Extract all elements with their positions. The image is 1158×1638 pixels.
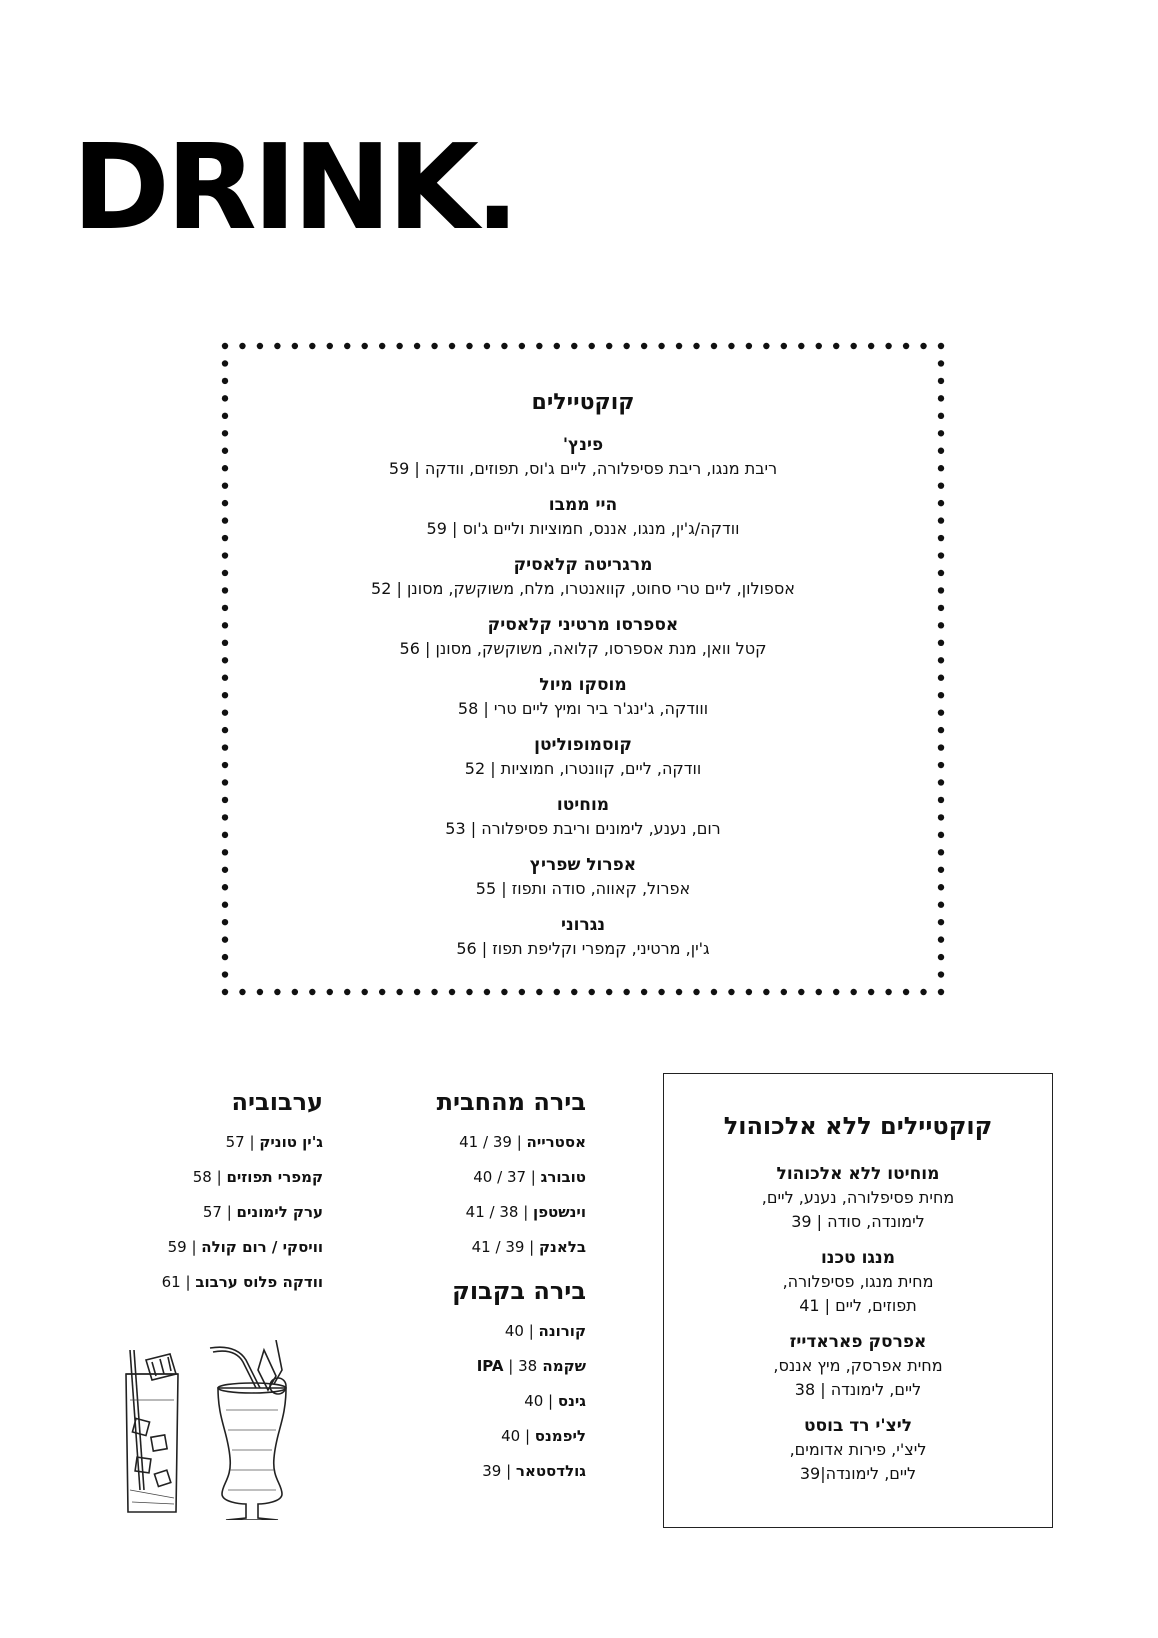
- item-price: | 40: [524, 1392, 558, 1410]
- border-dot: [816, 343, 822, 349]
- item-price: | 57: [225, 1133, 260, 1151]
- item-name: וודקה פלוס ערבוב: [195, 1273, 323, 1291]
- border-dot: [938, 989, 944, 995]
- border-dot: [938, 360, 944, 366]
- cocktail-name: אספרסו מרטיני קלאסיק: [487, 615, 679, 635]
- border-dot: [239, 989, 245, 995]
- border-dot: [571, 343, 577, 349]
- item-name: גולדסטאר: [515, 1462, 586, 1480]
- cocktail-name: מוסקו מיול: [539, 675, 627, 695]
- border-dot: [693, 343, 699, 349]
- cocktail-item: [221, 433, 945, 481]
- border-dot: [309, 343, 315, 349]
- cocktail-name: נגרוני: [560, 915, 606, 935]
- page-title: DRINK.: [72, 118, 516, 256]
- border-dot: [257, 343, 263, 349]
- border-dot: [676, 343, 682, 349]
- border-dot: [222, 989, 228, 995]
- item-name: קמפרי תפוזים: [226, 1168, 323, 1186]
- border-dot: [850, 989, 856, 995]
- border-dot: [798, 343, 804, 349]
- item-name: וויסקי / רום קולה: [201, 1238, 323, 1256]
- border-dot: [885, 343, 891, 349]
- border-dot: [868, 343, 874, 349]
- item-name: קורונה: [538, 1322, 586, 1340]
- description-line: ליצ'י, פירות אדומים,: [789, 1440, 927, 1459]
- menu-row: [95, 1132, 323, 1152]
- border-dot: [763, 989, 769, 995]
- item-price: | 61: [161, 1273, 196, 1291]
- item-price: | 59: [167, 1238, 202, 1256]
- cocktail-description: ווודקה, ג'ינג'ר ביר ומיץ ליים טרי | 58: [457, 699, 709, 718]
- cocktail-glasses-illustration: [118, 1340, 318, 1520]
- description-line: מחית מנגו, פסיפלורה,: [782, 1272, 934, 1291]
- border-dot: [781, 343, 787, 349]
- non-alcoholic-section: [663, 1073, 1053, 1528]
- border-dot: [554, 343, 560, 349]
- item-name: ליפמנס: [534, 1427, 586, 1445]
- cocktail-description: וודקה, ליים, קוונטרו, חמוציות | 52: [464, 759, 702, 778]
- item-price: | 38 / 41: [465, 1203, 534, 1221]
- cocktails-title: קוקטיילים: [531, 390, 635, 415]
- description-line: ליים, לימונדה|39: [799, 1464, 917, 1483]
- border-dot: [292, 989, 298, 995]
- border-dot: [309, 989, 315, 995]
- border-dot: [344, 989, 350, 995]
- item-price: | 40: [504, 1322, 539, 1340]
- cocktail-description: אספולון, ליים טרי סחוט, קוואנטרו, מלח, משוקשק, מסונן | 52: [371, 579, 795, 598]
- cocktail-item: [221, 553, 945, 601]
- description-line: מחית אפרסק, מיץ אננס,: [773, 1356, 943, 1375]
- cocktail-description: וודקה/ג'ין, מנגו, אננס, חמוציות וליים ג'וס | 59: [426, 519, 740, 538]
- border-dot: [466, 989, 472, 995]
- border-dot: [466, 343, 472, 349]
- border-dot: [833, 989, 839, 995]
- border-dot: [396, 989, 402, 995]
- cocktail-description: אפרול, קאווה, סודה ותפוז | 55: [475, 879, 691, 898]
- border-dot: [431, 989, 437, 995]
- cocktail-name: אפרול שפריץ: [529, 855, 637, 875]
- cocktail-name: פינץ': [562, 435, 604, 455]
- border-dot: [816, 989, 822, 995]
- border-dot: [676, 989, 682, 995]
- border-dot: [519, 989, 525, 995]
- mixed-drinks-section: [95, 1088, 323, 1307]
- non-alcoholic-description: [664, 1354, 1052, 1402]
- border-dot: [641, 343, 647, 349]
- non-alcoholic-title: קוקטיילים ללא אלכוהול: [723, 1112, 993, 1140]
- cocktail-item: [221, 733, 945, 781]
- border-dot: [501, 989, 507, 995]
- description-line: תפוזים, ליים | 41: [799, 1296, 917, 1315]
- menu-row: [392, 1321, 586, 1341]
- item-price: | 58: [192, 1168, 227, 1186]
- border-dot: [396, 343, 402, 349]
- border-dot: [885, 989, 891, 995]
- border-dot: [920, 989, 926, 995]
- item-price: | 57: [202, 1203, 237, 1221]
- border-dot: [641, 989, 647, 995]
- border-dot: [484, 343, 490, 349]
- item-name: בלאנק: [539, 1238, 586, 1256]
- menu-row: [392, 1167, 586, 1187]
- non-alcoholic-name: אפרסק פאראדייז: [789, 1332, 927, 1352]
- menu-row: [95, 1272, 323, 1292]
- description-line: לימונדה, סודה | 39: [791, 1212, 925, 1231]
- cocktails-section: [221, 342, 945, 996]
- border-dot: [362, 343, 368, 349]
- bottle-beer-title: בירה בקבוק: [452, 1277, 586, 1305]
- item-price: | 38: [503, 1357, 538, 1375]
- border-dot: [833, 343, 839, 349]
- border-dot: [327, 343, 333, 349]
- border-dot: [431, 343, 437, 349]
- border-dot: [920, 343, 926, 349]
- cocktail-item: [221, 493, 945, 541]
- item-price: | 39 / 41: [459, 1133, 527, 1151]
- item-name: גינס: [557, 1392, 586, 1410]
- border-dot: [606, 989, 612, 995]
- border-dot: [449, 343, 455, 349]
- non-alcoholic-name: מוחיטו ללא אלכוהול: [776, 1164, 940, 1184]
- border-dot: [222, 360, 228, 366]
- border-dot: [501, 343, 507, 349]
- cocktail-name: מוחיטו: [556, 795, 610, 815]
- border-dot: [693, 989, 699, 995]
- item-name: אסטרייה: [526, 1133, 586, 1151]
- menu-row: [392, 1391, 586, 1411]
- border-dot: [711, 343, 717, 349]
- border-dot: [414, 343, 420, 349]
- border-dot: [658, 343, 664, 349]
- cocktail-name: קוסמופוליטן: [534, 735, 632, 755]
- border-dot: [798, 989, 804, 995]
- cocktail-description: ריבת מנגו, ריבת פסיפלורה, ליים ג'וס, תפוזים, וודקה | 59: [388, 459, 778, 478]
- cocktail-item: [221, 853, 945, 901]
- border-dot: [763, 343, 769, 349]
- cocktail-item: [221, 793, 945, 841]
- border-dot: [728, 989, 734, 995]
- border-dot: [868, 989, 874, 995]
- border-dot: [903, 343, 909, 349]
- border-dot: [274, 343, 280, 349]
- menu-row: [392, 1237, 586, 1257]
- border-dot: [414, 989, 420, 995]
- border-dot: [536, 989, 542, 995]
- item-price: | 39: [482, 1462, 516, 1480]
- menu-row: [95, 1167, 323, 1187]
- border-dot: [746, 343, 752, 349]
- border-dot: [746, 989, 752, 995]
- border-dot: [257, 989, 263, 995]
- beer-section: [392, 1088, 586, 1496]
- menu-row: [392, 1461, 586, 1481]
- draft-beer-title: בירה מהחבית: [436, 1088, 586, 1116]
- border-dot: [728, 343, 734, 349]
- border-dot: [903, 989, 909, 995]
- border-dot: [222, 378, 228, 384]
- border-dot: [623, 989, 629, 995]
- menu-row: [392, 1426, 586, 1446]
- item-name: ג'ין טוניק: [259, 1133, 323, 1151]
- menu-row: [392, 1202, 586, 1222]
- border-dot: [938, 378, 944, 384]
- border-dot: [379, 989, 385, 995]
- border-dot: [589, 343, 595, 349]
- border-dot: [850, 343, 856, 349]
- border-dot: [571, 989, 577, 995]
- cocktail-description: ג'ין, מרטיני, קמפרי וקליפת תפוז | 56: [456, 939, 710, 958]
- cocktail-name: מרגריטה קלאסיק: [513, 555, 653, 575]
- cocktail-description: רום, נענע, לימונים וריבת פסיפלורה | 53: [445, 819, 721, 838]
- cocktail-description: קטל וואן, מנת אספרסו, קלואה, משוקשק, מסונן | 56: [399, 639, 767, 658]
- border-dot: [222, 343, 228, 349]
- item-name: שקמה IPA: [476, 1357, 586, 1375]
- border-dot: [536, 343, 542, 349]
- border-dot: [484, 989, 490, 995]
- description-line: מחית פסיפלורה, נענע, ליים,: [761, 1188, 955, 1207]
- non-alcoholic-description: [664, 1270, 1052, 1318]
- border-dot: [711, 989, 717, 995]
- border-dot: [449, 989, 455, 995]
- border-dot: [362, 989, 368, 995]
- border-dot: [327, 989, 333, 995]
- item-price: | 39 / 41: [471, 1238, 539, 1256]
- border-dot: [938, 343, 944, 349]
- cocktail-name: היי ממבו: [548, 495, 618, 515]
- item-price: | 37 / 40: [473, 1168, 541, 1186]
- cocktail-item: [221, 673, 945, 721]
- menu-row: [392, 1132, 586, 1152]
- border-dot: [292, 343, 298, 349]
- border-dot: [519, 343, 525, 349]
- border-dot: [606, 343, 612, 349]
- border-dot: [554, 989, 560, 995]
- non-alcoholic-description: [664, 1438, 1052, 1486]
- border-dot: [589, 989, 595, 995]
- item-name: ערק לימונים: [236, 1203, 323, 1221]
- non-alcoholic-description: [664, 1186, 1052, 1234]
- description-line: ליים, לימונדה | 38: [794, 1380, 922, 1399]
- menu-row: [392, 1356, 586, 1376]
- border-dot: [344, 343, 350, 349]
- menu-row: [95, 1202, 323, 1222]
- non-alcoholic-name: ליצ'י רד בוסט: [804, 1416, 912, 1436]
- border-dot: [274, 989, 280, 995]
- item-price: | 40: [501, 1427, 535, 1445]
- border-dot: [623, 343, 629, 349]
- border-dot: [658, 989, 664, 995]
- border-dot: [379, 343, 385, 349]
- item-name: טובורג: [540, 1168, 586, 1186]
- item-name: וינשטפן: [533, 1203, 586, 1221]
- menu-row: [95, 1237, 323, 1257]
- mixed-drinks-title: ערבוביה: [231, 1088, 323, 1116]
- cocktail-item: [221, 913, 945, 961]
- cocktail-item: [221, 613, 945, 661]
- non-alcoholic-name: מנגו טכנו: [820, 1248, 896, 1268]
- border-dot: [781, 989, 787, 995]
- border-dot: [239, 343, 245, 349]
